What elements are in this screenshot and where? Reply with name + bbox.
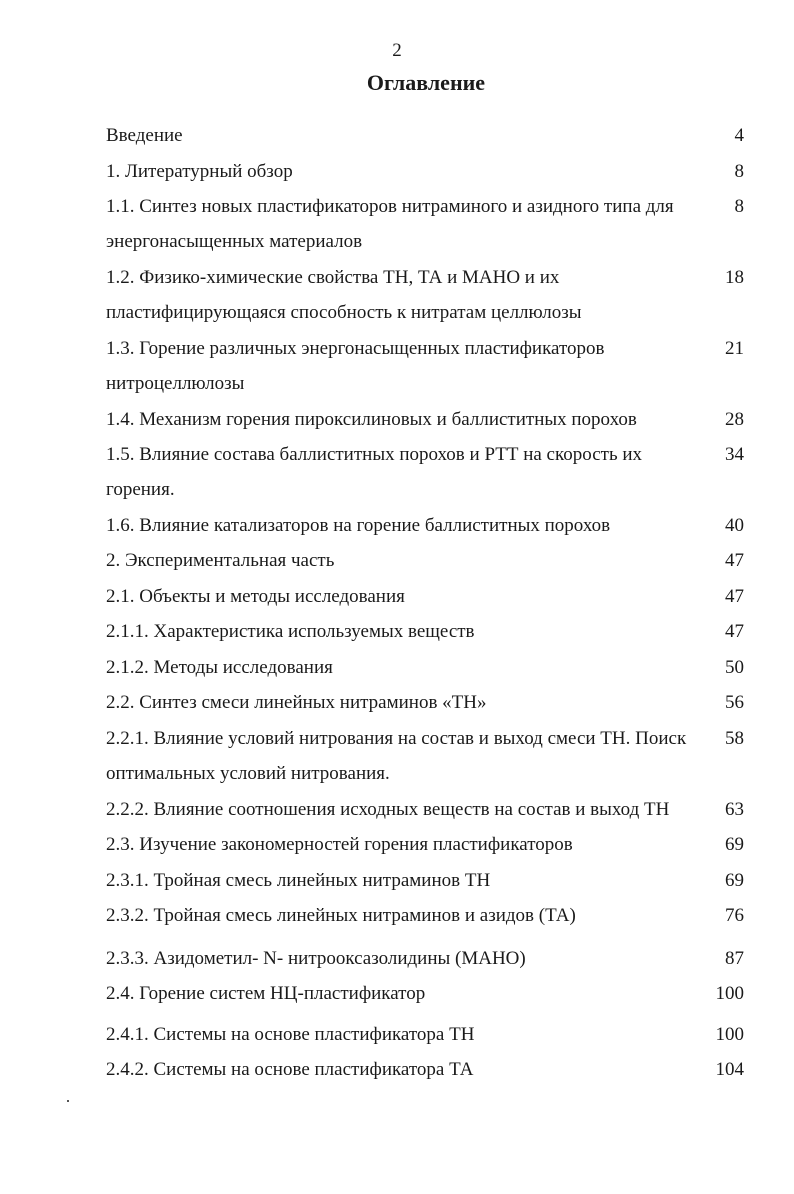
toc-entry — [106, 1017, 746, 1052]
toc-entry — [106, 792, 746, 827]
toc-entry — [106, 579, 746, 614]
toc-entry-text: 2.3.3. Азидометил- N- нитрооксазолидины (МАНО) — [106, 948, 526, 969]
toc-entry-text: 1.2. Физико-химические свойства ТН, ТА и МАНО и их пластифицирующаяся способность к нитратам целлюлозы — [106, 267, 582, 323]
toc-entry-page: 100 — [715, 1024, 744, 1045]
toc-entry — [106, 898, 746, 933]
toc-entry-text: 2.3. Изучение закономерностей горения пластификаторов — [106, 834, 573, 855]
toc-entry-text: 2.4.2. Системы на основе пластификатора ТА — [106, 1059, 474, 1080]
toc-entry — [106, 827, 746, 862]
toc-entry-text: 2.2. Синтез смеси линейных нитраминов «ТН» — [106, 692, 487, 713]
toc-entry-page: 63 — [725, 799, 744, 820]
toc-entry — [106, 1052, 746, 1087]
toc-entry-page: 100 — [715, 983, 744, 1004]
toc-entry — [106, 189, 746, 259]
toc-entry-text: 2. Экспериментальная часть — [106, 550, 335, 571]
toc-entry-text: 2.4. Горение систем НЦ-пластификатор — [106, 983, 426, 1004]
toc-entry-page: 69 — [725, 834, 744, 855]
toc-entry — [106, 331, 746, 401]
toc-entry-page: 76 — [725, 905, 744, 926]
toc-entry-text: 2.3.1. Тройная смесь линейных нитраминов ТН — [106, 870, 491, 891]
toc-entry — [106, 260, 746, 330]
toc-entry-page: 56 — [725, 692, 744, 713]
toc-entry-page: 47 — [725, 621, 744, 642]
toc-entry-text: 1.1. Синтез новых пластификаторов нитраминого и азидного типа для энергонасыщенных материалов — [106, 196, 674, 252]
toc-entry-text: 1.6. Влияние катализаторов на горение баллиститных порохов — [106, 515, 611, 536]
toc-entry-page: 47 — [725, 550, 744, 571]
toc-entry — [106, 614, 746, 649]
scan-speck — [67, 1100, 69, 1102]
toc-entry-page: 58 — [725, 728, 744, 749]
toc-title: Оглавление — [366, 70, 486, 95]
toc-entry-text: 1.5. Влияние состава баллиститных порохов и РТТ на скорость их горения. — [106, 444, 643, 500]
toc-entry-text: 1.4. Механизм горения пироксилиновых и баллиститных порохов — [106, 409, 637, 430]
toc-entry — [106, 685, 746, 720]
page-number: 2 — [392, 40, 402, 61]
toc-entry-page: 8 — [734, 196, 744, 217]
toc-entry-page: 87 — [725, 948, 744, 969]
toc-entry-text: 2.1.1. Характеристика используемых веществ — [106, 621, 475, 642]
toc-entry — [106, 721, 746, 791]
toc-entry-text: 2.2.1. Влияние условий нитрования на состав и выход смеси ТН. Поиск оптимальных условий нитрования. — [106, 728, 687, 784]
toc-entry — [106, 154, 746, 189]
toc-entry — [106, 863, 746, 898]
toc-entry — [106, 437, 746, 507]
toc-entry-page: 50 — [725, 657, 744, 678]
toc-entry — [106, 941, 746, 976]
toc-entry — [106, 650, 746, 685]
toc-entry-page: 28 — [725, 409, 744, 430]
toc-entry-page: 18 — [725, 267, 744, 288]
toc-entry-page: 34 — [725, 444, 744, 465]
toc-entry — [106, 543, 746, 578]
toc-entry — [106, 976, 746, 1011]
toc-entry-text: 2.4.1. Системы на основе пластификатора ТН — [106, 1024, 475, 1045]
toc-entry — [106, 402, 746, 437]
toc-entry-page: 104 — [715, 1059, 744, 1080]
toc-entry-page: 40 — [725, 515, 744, 536]
toc-entry-text: 1.3. Горение различных энергонасыщенных пластификаторов нитроцеллюлозы — [106, 338, 605, 394]
toc-entry-text: 2.1. Объекты и методы исследования — [106, 586, 405, 607]
toc-entry-page: 8 — [734, 161, 744, 182]
toc-entry-text: 2.2.2. Влияние соотношения исходных веществ на состав и выход ТН — [106, 799, 670, 820]
toc-entry-page: 4 — [734, 125, 744, 146]
toc-entry-page: 21 — [725, 338, 744, 359]
toc-entry-page: 69 — [725, 870, 744, 891]
toc-entry — [106, 508, 746, 543]
toc-entry-text: 2.1.2. Методы исследования — [106, 657, 333, 678]
toc-entry-text: 1. Литературный обзор — [106, 161, 293, 182]
toc-entry-page: 47 — [725, 586, 744, 607]
toc-entry-text: Введение — [106, 125, 183, 146]
toc-entry — [106, 118, 746, 153]
toc-entry-text: 2.3.2. Тройная смесь линейных нитраминов и азидов (ТА) — [106, 905, 576, 926]
